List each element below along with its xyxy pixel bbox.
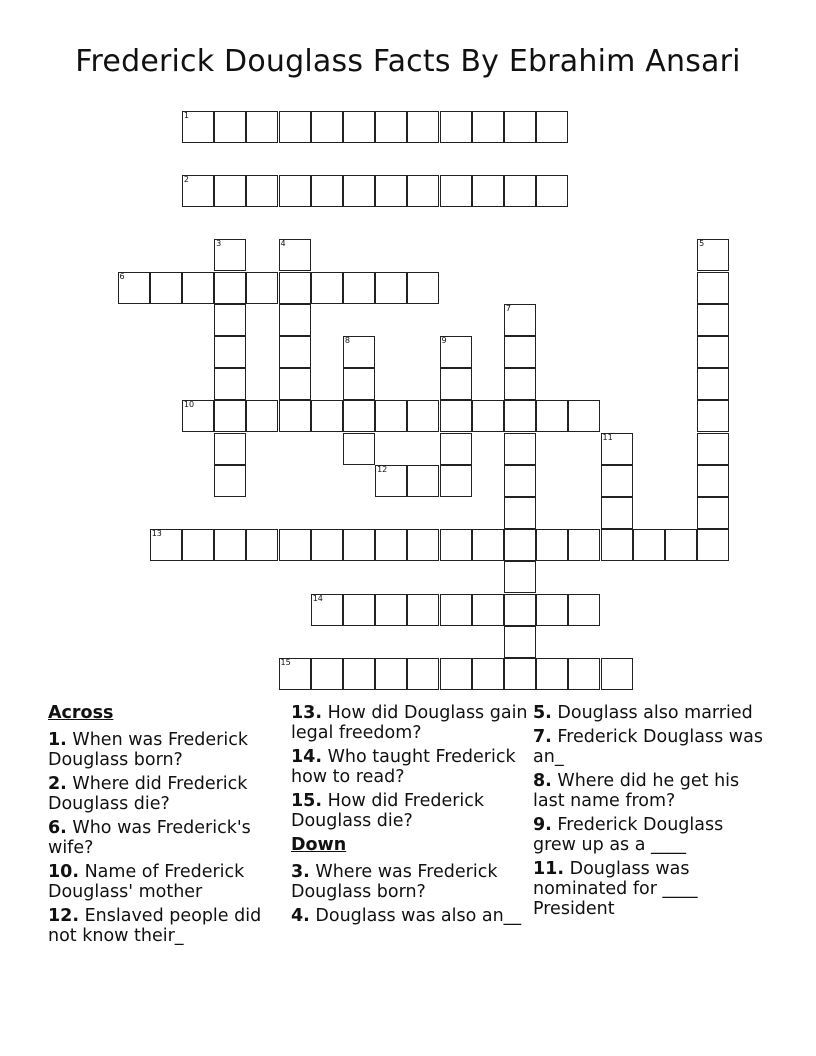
grid-cell[interactable] xyxy=(697,497,729,529)
clue-text: Frederick Douglass grew up as a ____ xyxy=(533,815,724,855)
grid-cell[interactable] xyxy=(504,111,536,143)
cell-number: 3 xyxy=(216,239,222,249)
grid-cell[interactable] xyxy=(150,529,182,561)
grid-cell[interactable] xyxy=(633,529,665,561)
grid-cell[interactable] xyxy=(279,529,311,561)
clue-number: 3. xyxy=(291,862,310,882)
grid-cell[interactable] xyxy=(665,529,697,561)
grid-cell[interactable] xyxy=(214,304,246,336)
clue-number: 10. xyxy=(48,862,80,882)
grid-cell[interactable] xyxy=(697,465,729,497)
grid-cell[interactable] xyxy=(568,594,600,626)
grid-cell[interactable] xyxy=(601,658,633,690)
grid-cell[interactable] xyxy=(440,433,472,465)
grid-cell[interactable] xyxy=(504,400,536,432)
grid-cell[interactable] xyxy=(536,529,568,561)
cell-number: 11 xyxy=(602,432,613,442)
grid-cell[interactable] xyxy=(311,175,343,207)
grid-cell[interactable] xyxy=(279,239,311,271)
grid-cell[interactable] xyxy=(472,658,504,690)
grid-cell[interactable] xyxy=(536,658,568,690)
grid-cell[interactable] xyxy=(375,529,407,561)
clue-text: When was Frederick Douglass born? xyxy=(48,730,248,770)
grid-cell[interactable] xyxy=(343,433,375,465)
grid-cell[interactable] xyxy=(472,175,504,207)
grid-cell[interactable] xyxy=(504,368,536,400)
grid-cell[interactable] xyxy=(246,529,278,561)
grid-cell[interactable] xyxy=(440,465,472,497)
clue-number: 12. xyxy=(48,906,80,926)
grid-cell[interactable] xyxy=(214,529,246,561)
grid-cell[interactable] xyxy=(214,175,246,207)
grid-cell[interactable] xyxy=(375,272,407,304)
grid-cell[interactable] xyxy=(536,111,568,143)
grid-cell[interactable] xyxy=(504,594,536,626)
grid-cell[interactable] xyxy=(472,400,504,432)
clue-text: Frederick Douglass was an_ xyxy=(533,727,763,767)
cell-number: 12 xyxy=(377,464,388,474)
clue-text: Where did Frederick Douglass die? xyxy=(48,774,248,814)
clue-across-2 xyxy=(48,774,288,814)
cell-number: 9 xyxy=(441,335,447,345)
grid-cell[interactable] xyxy=(246,400,278,432)
grid-cell[interactable] xyxy=(504,304,536,336)
grid-cell[interactable] xyxy=(504,175,536,207)
grid-cell[interactable] xyxy=(214,400,246,432)
clue-down-5 xyxy=(533,703,763,723)
clue-down-9 xyxy=(533,815,763,855)
grid-cell[interactable] xyxy=(343,594,375,626)
grid-cell[interactable] xyxy=(697,433,729,465)
grid-cell[interactable] xyxy=(375,175,407,207)
clue-text: Who was Frederick's wife? xyxy=(48,818,251,858)
grid-cell[interactable] xyxy=(601,465,633,497)
grid-cell[interactable] xyxy=(601,433,633,465)
clues-column-3 xyxy=(533,703,763,923)
grid-cell[interactable] xyxy=(343,175,375,207)
clue-number: 2. xyxy=(48,774,67,794)
grid-cell[interactable] xyxy=(375,465,407,497)
grid-cell[interactable] xyxy=(214,368,246,400)
grid-cell[interactable] xyxy=(472,529,504,561)
grid-cell[interactable] xyxy=(343,336,375,368)
clue-number: 14. xyxy=(291,747,323,767)
grid-cell[interactable] xyxy=(343,272,375,304)
cell-number: 6 xyxy=(119,271,125,281)
cell-number: 4 xyxy=(280,239,286,249)
cell-number: 8 xyxy=(344,335,350,345)
grid-cell[interactable] xyxy=(375,658,407,690)
grid-cell[interactable] xyxy=(407,272,439,304)
grid-cell[interactable] xyxy=(311,594,343,626)
clue-down-11 xyxy=(533,859,763,919)
grid-cell[interactable] xyxy=(440,400,472,432)
grid-cell[interactable] xyxy=(504,336,536,368)
grid-cell[interactable] xyxy=(311,529,343,561)
clue-text: Douglass also married xyxy=(557,703,753,723)
grid-cell[interactable] xyxy=(279,368,311,400)
clue-text: Where did he get his last name from? xyxy=(533,771,740,811)
grid-cell[interactable] xyxy=(246,111,278,143)
grid-cell[interactable] xyxy=(440,175,472,207)
grid-cell[interactable] xyxy=(601,529,633,561)
grid-cell[interactable] xyxy=(182,400,214,432)
grid-cell[interactable] xyxy=(279,272,311,304)
clue-text: How did Douglass gain legal freedom? xyxy=(291,703,528,743)
clue-text: Douglass was nominated for ____ President xyxy=(533,859,698,919)
cell-number: 1 xyxy=(183,110,189,120)
grid-cell[interactable] xyxy=(279,400,311,432)
clues-column-2 xyxy=(291,703,531,930)
grid-cell[interactable] xyxy=(504,658,536,690)
grid-cell[interactable] xyxy=(375,400,407,432)
clue-text: Who taught Frederick how to read? xyxy=(291,747,516,787)
grid-cell[interactable] xyxy=(214,433,246,465)
grid-cell[interactable] xyxy=(375,111,407,143)
cell-number: 2 xyxy=(183,174,189,184)
grid-cell[interactable] xyxy=(182,175,214,207)
cell-number: 14 xyxy=(312,593,323,603)
clue-across-6 xyxy=(48,818,288,858)
down-heading: Down xyxy=(291,835,347,855)
grid-cell[interactable] xyxy=(343,368,375,400)
grid-cell[interactable] xyxy=(568,658,600,690)
grid-cell[interactable] xyxy=(504,626,536,658)
cell-number: 13 xyxy=(151,529,162,539)
grid-cell[interactable] xyxy=(182,111,214,143)
grid-cell[interactable] xyxy=(118,272,150,304)
clue-number: 11. xyxy=(533,859,565,879)
grid-cell[interactable] xyxy=(407,658,439,690)
page-title: Frederick Douglass Facts By Ebrahim Ansari xyxy=(75,44,741,79)
grid-cell[interactable] xyxy=(697,336,729,368)
grid-cell[interactable] xyxy=(343,529,375,561)
grid-cell[interactable] xyxy=(182,529,214,561)
grid-cell[interactable] xyxy=(472,111,504,143)
clue-number: 5. xyxy=(533,703,552,723)
grid-cell[interactable] xyxy=(697,239,729,271)
grid-cell[interactable] xyxy=(407,111,439,143)
grid-cell[interactable] xyxy=(214,336,246,368)
clue-text: How did Frederick Douglass die? xyxy=(291,791,485,831)
clue-text: Name of Frederick Douglass' mother xyxy=(48,862,245,902)
clue-number: 13. xyxy=(291,703,323,723)
grid-cell[interactable] xyxy=(311,272,343,304)
clues-column-1 xyxy=(48,703,288,950)
grid-cell[interactable] xyxy=(536,400,568,432)
grid-cell[interactable] xyxy=(279,111,311,143)
grid-cell[interactable] xyxy=(407,594,439,626)
grid-cell[interactable] xyxy=(311,658,343,690)
clue-down-7 xyxy=(533,727,763,767)
grid-cell[interactable] xyxy=(214,111,246,143)
grid-cell[interactable] xyxy=(504,529,536,561)
clue-number: 6. xyxy=(48,818,67,838)
grid-cell[interactable] xyxy=(697,272,729,304)
across-heading: Across xyxy=(48,703,114,723)
grid-cell[interactable] xyxy=(568,529,600,561)
clue-down-3 xyxy=(291,862,531,902)
grid-cell[interactable] xyxy=(246,175,278,207)
clue-across-12 xyxy=(48,906,288,946)
grid-cell[interactable] xyxy=(279,175,311,207)
clue-number: 1. xyxy=(48,730,67,750)
grid-cell[interactable] xyxy=(472,594,504,626)
clue-across-13 xyxy=(291,703,531,743)
grid-cell[interactable] xyxy=(311,400,343,432)
grid-cell[interactable] xyxy=(407,400,439,432)
grid-cell[interactable] xyxy=(343,658,375,690)
grid-cell[interactable] xyxy=(504,497,536,529)
clue-across-10 xyxy=(48,862,288,902)
grid-cell[interactable] xyxy=(601,497,633,529)
grid-cell[interactable] xyxy=(343,111,375,143)
clue-down-8 xyxy=(533,771,763,811)
clue-across-15 xyxy=(291,791,531,831)
clue-number: 15. xyxy=(291,791,323,811)
grid-cell[interactable] xyxy=(440,529,472,561)
grid-cell[interactable] xyxy=(214,239,246,271)
clue-down-4 xyxy=(291,906,531,926)
grid-cell[interactable] xyxy=(697,368,729,400)
grid-cell[interactable] xyxy=(407,465,439,497)
grid-cell[interactable] xyxy=(279,336,311,368)
clue-number: 8. xyxy=(533,771,552,791)
grid-cell[interactable] xyxy=(279,304,311,336)
grid-cell[interactable] xyxy=(246,272,278,304)
grid-cell[interactable] xyxy=(440,594,472,626)
grid-cell[interactable] xyxy=(504,465,536,497)
grid-cell[interactable] xyxy=(440,658,472,690)
grid-cell[interactable] xyxy=(214,272,246,304)
grid-cell[interactable] xyxy=(407,529,439,561)
grid-cell[interactable] xyxy=(697,400,729,432)
grid-cell[interactable] xyxy=(697,304,729,336)
grid-cell[interactable] xyxy=(375,594,407,626)
grid-cell[interactable] xyxy=(440,111,472,143)
cell-number: 15 xyxy=(280,657,291,667)
cell-number: 10 xyxy=(183,400,195,410)
grid-cell[interactable] xyxy=(697,529,729,561)
grid-cell[interactable] xyxy=(182,272,214,304)
clue-text: Enslaved people did not know their_ xyxy=(48,906,262,946)
clue-across-1 xyxy=(48,730,288,770)
clue-number: 4. xyxy=(291,906,310,926)
grid-cell[interactable] xyxy=(504,433,536,465)
clue-text: Douglass was also an__ xyxy=(315,906,522,926)
grid-cell[interactable] xyxy=(150,272,182,304)
clue-number: 7. xyxy=(533,727,552,747)
grid-cell[interactable] xyxy=(536,175,568,207)
grid-cell[interactable] xyxy=(536,594,568,626)
grid-cell[interactable] xyxy=(343,400,375,432)
cell-number: 5 xyxy=(699,239,705,249)
grid-cell[interactable] xyxy=(568,400,600,432)
grid-cell[interactable] xyxy=(504,561,536,593)
clue-across-14 xyxy=(291,747,531,787)
cell-number: 7 xyxy=(505,303,511,313)
grid-cell[interactable] xyxy=(279,658,311,690)
grid-cell[interactable] xyxy=(440,336,472,368)
grid-cell[interactable] xyxy=(407,175,439,207)
clue-text: Where was Frederick Douglass born? xyxy=(291,862,498,902)
clue-number: 9. xyxy=(533,815,552,835)
grid-cell[interactable] xyxy=(311,111,343,143)
grid-cell[interactable] xyxy=(440,368,472,400)
grid-cell[interactable] xyxy=(214,465,246,497)
